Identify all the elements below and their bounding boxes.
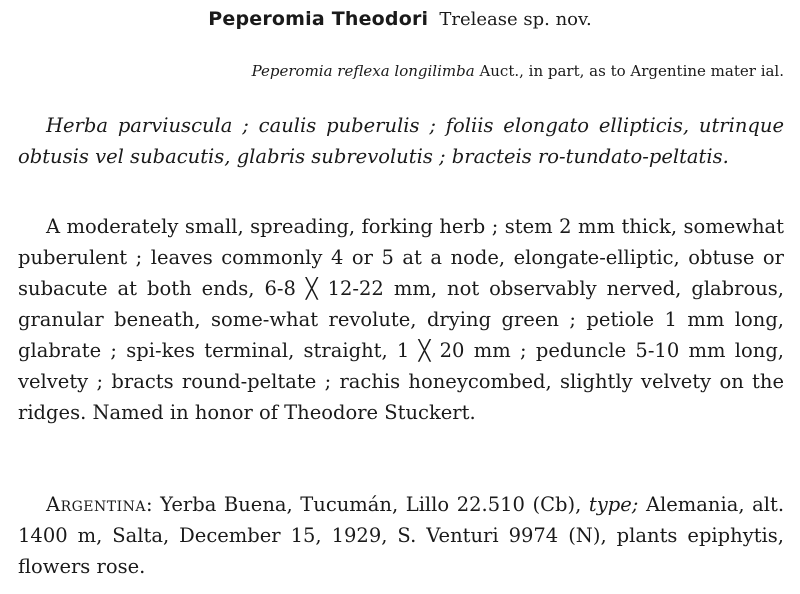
specimen-citations: [18, 489, 784, 582]
species-heading: [0, 8, 800, 30]
english-description: A moderately small, spreading, forking herb ; stem 2 mm thick, somewhat puberulent ; leaves commonly 4 or 5 at a node, elongate-elliptic, obtuse or subacute at both ends, 6-8 ╳ 12-22 mm, not observably nerved, glabrous, granular beneath, some-what revolute, drying green ; petiole 1 mm long, glabrate ; spi-kes terminal, straight, 1 ╳ 20 mm ; peduncle 5-10 mm long, velvety ; bracts round-peltate ; rachis honeycombed, slightly velvety on the ridges. Named in honor of Theodore Stuckert.: [18, 215, 784, 424]
synonym-name: Peperomia reflexa longilimba: [251, 62, 475, 80]
synonym-note: Auct., in part, as to Argentine mater ial.: [479, 62, 784, 80]
species-authority: Trelease sp. nov.: [439, 9, 592, 30]
synonym-line: [252, 62, 784, 80]
specimen-text-2: Alemania, alt. 1400 m, Salta, December 15, 1929, S. Venturi 9974 (N), plants epiphytis, flowers rose.: [18, 493, 785, 578]
specimen-text-1: Yerba Buena, Tucumán, Lillo 22.510 (Cb),: [160, 493, 582, 516]
country-separator: :: [146, 493, 153, 516]
species-name: Peperomia Theodori: [208, 8, 429, 30]
latin-diagnosis: Herba parviuscula ; caulis puberulis ; foliis elongato ellipticis, utrinque obtusis vel subacutis, glabris subrevolutis ; bracteis ro-tundato-peltatis.: [18, 114, 784, 168]
country-name: Argentina: [46, 493, 147, 516]
type-label: type;: [588, 493, 639, 516]
